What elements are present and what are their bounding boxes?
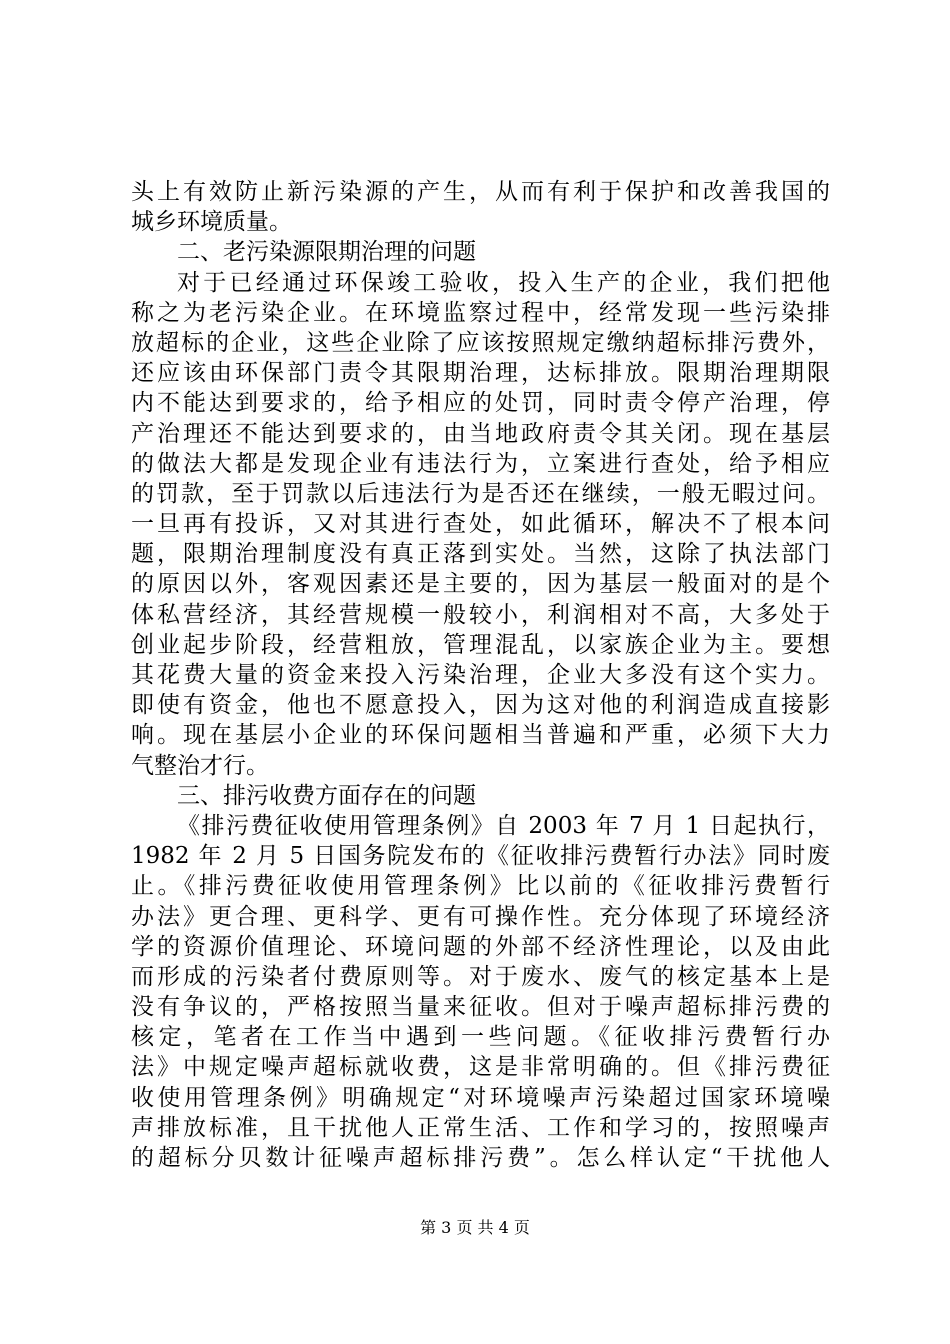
- text-line: 止。《排污费征收使用管理条例》比以前的《征收排污费暂行: [131, 873, 830, 900]
- text-line: 即使有资金，他也不愿意投入，因为这对他的利润造成直接影: [131, 692, 830, 719]
- text-line: 气整治才行。: [131, 752, 269, 779]
- text-line: 法》中规定噪声超标就收费，这是非常明确的。但《排污费征: [131, 1054, 830, 1081]
- text-line: 三、排污收费方面存在的问题: [177, 782, 476, 809]
- text-line: 题，限期治理制度没有真正落到实处。当然，这除了执法部门: [131, 541, 830, 568]
- text-line: 其花费大量的资金来投入污染治理，企业大多没有这个实力。: [131, 662, 830, 688]
- text-line: 学的资源价值理论、环境问题的外部不经济性理论，以及由此: [131, 933, 830, 960]
- text-line: 放超标的企业，这些企业除了应该按照规定缴纳超标排污费外，: [131, 329, 830, 356]
- text-line: 《排污费征收使用管理条例》自 2003 年 7 月 1 日起执行，: [177, 812, 830, 839]
- text-line: 核定，笔者在工作当中遇到一些问题。《征收排污费暂行办: [131, 1024, 830, 1051]
- text-line: 1982 年 2 月 5 日国务院发布的《征收排污费暂行办法》同时废: [131, 843, 830, 870]
- text-line: 一旦再有投诉，又对其进行查处，如此循环，解决不了根本问: [131, 511, 830, 538]
- text-line: 而形成的污染者付费原则等。对于废水、废气的核定基本上是: [131, 963, 830, 990]
- text-line: 产治理还不能达到要求的，由当地政府责令其关闭。现在基层: [131, 420, 830, 447]
- text-line: 办法》更合理、更科学、更有可操作性。充分体现了环境经济: [131, 903, 830, 930]
- text-line: 的做法大都是发现企业有违法行为，立案进行查处，给予相应: [131, 450, 830, 477]
- text-line: 创业起步阶段，经营粗放，管理混乱，以家族企业为主。要想: [131, 631, 830, 658]
- text-line: 还应该由环保部门责令其限期治理，达标排放。限期治理期限: [131, 360, 830, 387]
- text-line: 头上有效防止新污染源的产生，从而有利于保护和改善我国的: [131, 179, 830, 205]
- text-line: 收使用管理条例》明确规定“对环境噪声污染超过国家环境噪: [131, 1084, 830, 1111]
- document-body: [131, 177, 830, 1173]
- text-line: 称之为老污染企业。在环境监察过程中，经常发现一些污染排: [131, 299, 830, 326]
- text-line: 的原因以外，客观因素还是主要的，因为基层一般面对的是个: [131, 571, 830, 598]
- text-line: 没有争议的，严格按照当量来征收。但对于噪声超标排污费的: [131, 994, 830, 1021]
- text-line: 声排放标准，且干扰他人正常生活、工作和学习的，按照噪声: [131, 1114, 830, 1141]
- text-line: 体私营经济，其经营规模一般较小，利润相对不高，大多处于: [131, 601, 830, 628]
- page-footer: 第 3 页 共 4 页: [420, 1218, 530, 1237]
- text-line: 的超标分贝数计征噪声超标排污费”。怎么样认定“干扰他人: [131, 1145, 830, 1171]
- text-line: 响。现在基层小企业的环保问题相当普遍和严重，必须下大力: [131, 722, 830, 749]
- text-line: 内不能达到要求的，给予相应的处罚，同时责令停产治理，停: [131, 390, 830, 417]
- text-line: 城乡环境质量。: [131, 209, 292, 236]
- text-line: 的罚款，至于罚款以后违法行为是否还在继续，一般无暇过问。: [131, 480, 830, 507]
- text-line: 二、老污染源限期治理的问题: [177, 239, 476, 266]
- text-line: 对于已经通过环保竣工验收，投入生产的企业，我们把他: [177, 269, 830, 296]
